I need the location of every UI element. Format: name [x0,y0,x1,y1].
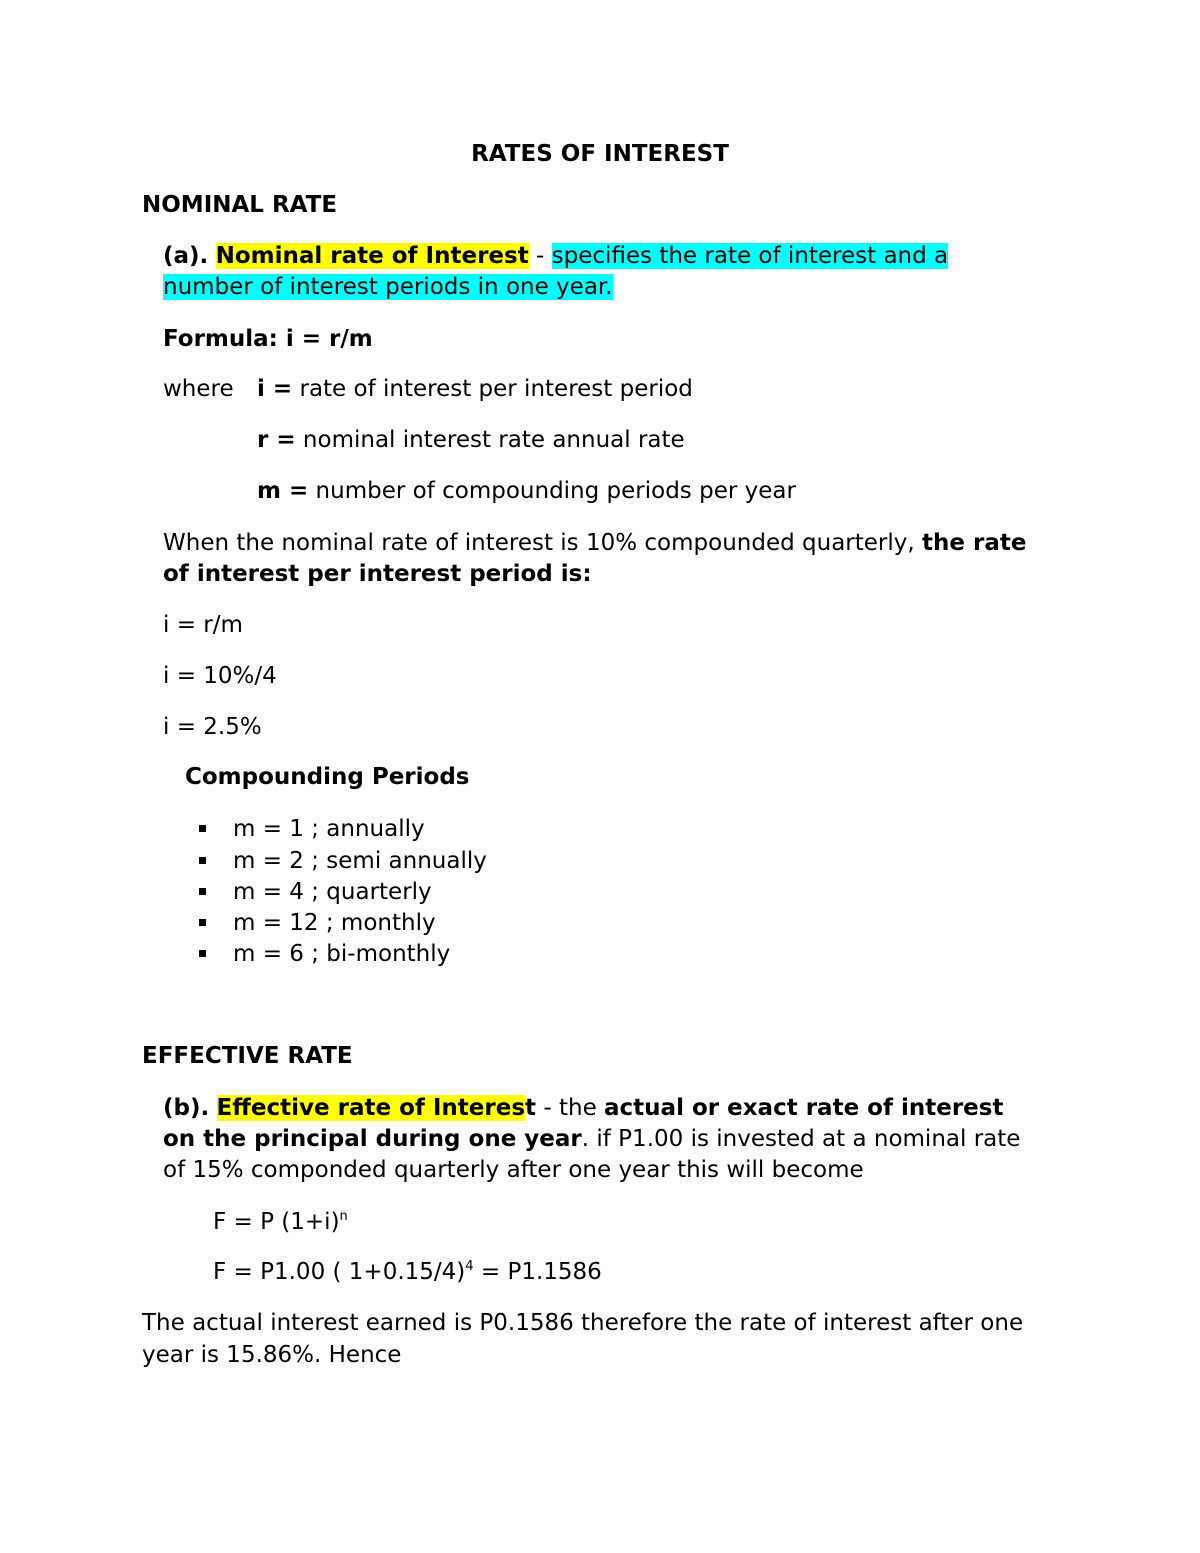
variable-i [257,374,693,405]
effective-bold-2: on the principal during one year [163,1126,582,1152]
bullet-icon [199,919,206,926]
nominal-label: (a). [163,243,209,269]
calc-step-1: i = r/m [163,612,243,638]
effective-dash: - the [536,1095,605,1121]
list-item: m = 4 ; quarterly [233,879,432,905]
calc-step-2: i = 10%/4 [163,663,277,689]
list-item: m = 12 ; monthly [233,910,436,936]
bullet-icon [199,825,206,832]
effective-definition-line-3: of 15% componded quarterly after one year this will become [163,1157,864,1183]
nominal-formula: Formula: i = r/m [163,326,373,352]
nominal-definition-part-2: number of interest periods in one year. [163,274,613,300]
nominal-term: Nominal rate of Interest [215,243,529,269]
bullet-icon [199,888,206,895]
variable-symbol: i = [257,376,293,402]
formula-result: = P1.1586 [473,1259,602,1285]
section-heading-effective: EFFECTIVE RATE [142,1043,353,1069]
bullet-icon [199,950,206,957]
bullet-icon [199,857,206,864]
nominal-definition-part-1: specifies the rate of interest and a [551,243,949,269]
variable-description: nominal interest rate annual rate [295,427,685,453]
example-text: When the nominal rate of interest is 10% compounded quarterly, [163,530,922,556]
variable-m [257,476,796,507]
effective-line2-rest: . if P1.00 is invested at a nominal rate [581,1126,1021,1152]
list-item: m = 2 ; semi annually [233,848,487,874]
effective-formula-2 [213,1257,602,1288]
example-bold: the rate [922,530,1027,556]
variable-symbol: m = [257,478,309,504]
formula-text: F = P1.00 ( 1+0.15/4) [213,1259,466,1285]
periods-heading: Compounding Periods [185,764,470,790]
list-item: m = 1 ; annually [233,816,425,842]
variable-r [257,425,685,456]
effective-formula-1 [213,1207,348,1238]
nominal-definition-line-1 [163,241,948,272]
calc-step-3: i = 2.5% [163,714,262,740]
variable-description: rate of interest per interest period [292,376,693,402]
effective-term: Effective rate of Interes [216,1095,526,1121]
example-line-2: of interest per interest period is: [163,561,592,587]
effective-term-tail: t [525,1095,537,1121]
formula-text: F = P (1+i) [213,1209,340,1235]
effective-definition-line-1 [163,1093,1003,1124]
nominal-definition-line-2 [163,272,613,303]
formula-exponent: 4 [465,1259,474,1274]
formula-exponent: n [339,1209,348,1224]
effective-bold-1: actual or exact rate of interest [604,1095,1004,1121]
nominal-dash: - [528,243,552,269]
example-line-1 [163,528,1026,559]
page-title: RATES OF INTEREST [471,141,729,167]
conclusion-line-2: year is 15.86%. Hence [142,1342,402,1368]
variable-description: number of compounding periods per year [308,478,796,504]
list-item: m = 6 ; bi-monthly [233,941,451,967]
section-heading-nominal: NOMINAL RATE [142,192,338,218]
conclusion-line-1: The actual interest earned is P0.1586 therefore the rate of interest after one [142,1310,1024,1336]
where-label: where [163,376,234,402]
effective-label: (b). [163,1095,210,1121]
effective-definition-line-2 [163,1124,1020,1155]
variable-symbol: r = [257,427,296,453]
